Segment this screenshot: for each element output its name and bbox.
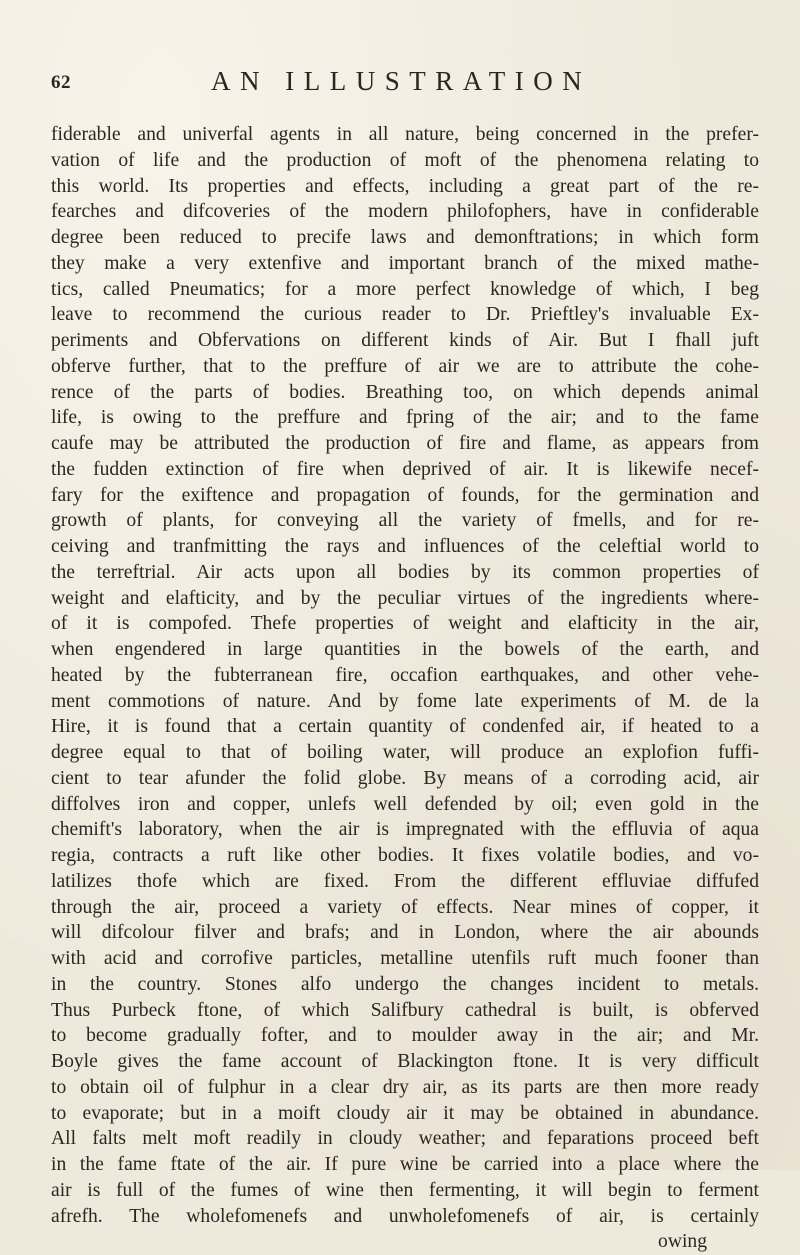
text-line: vation of life and the production of moft of the phenomena relating to: [51, 149, 759, 171]
text-line: latilizes thofe which are fixed. From the different effluviae diffufed: [51, 870, 759, 892]
text-line: ment commotions of nature. And by fome late experiments of M. de la: [51, 690, 759, 712]
text-line: rence of the parts of bodies. Breathing too, on which depends animal: [51, 381, 759, 403]
text-line: Boyle gives the fame account of Blackington ftone. It is very difficult: [51, 1051, 759, 1072]
text-line: weight and elafticity, and by the peculiar virtues of the ingredients where-: [51, 587, 759, 609]
text-line: ceiving and tranfmitting the rays and influences of the celeftial world to: [51, 536, 759, 557]
text-line: life, is owing to the preffure and fpring of the air; and to the fame: [51, 407, 759, 429]
text-line: growth of plants, for conveying all the variety of fmells, and for re-: [51, 510, 759, 532]
text-line: leave to recommend the curious reader to Dr. Prieftley's invaluable Ex-: [51, 304, 759, 326]
text-line: Hire, it is found that a certain quantity of condenfed air, if heated to a: [51, 716, 759, 738]
body-text: [51, 122, 759, 1255]
text-line: with acid and corrofive particles, metalline utenfils ruft much fooner than: [51, 948, 759, 969]
text-line: heated by the fubterranean fire, occafion earthquakes, and other vehe-: [51, 664, 759, 686]
text-line: afrefh. The wholefomenefs and unwholefomenefs of air, is certainly: [51, 1205, 759, 1227]
text-line: regia, contracts a ruft like other bodies. It fixes volatile bodies, and vo-: [51, 845, 759, 866]
text-line: caufe may be attributed the production of fire and flame, as appears from: [51, 433, 759, 454]
text-line: chemift's laboratory, when the air is impregnated with the effluvia of aqua: [51, 819, 759, 841]
text-line: degree been reduced to precife laws and demonftrations; in which form: [51, 227, 759, 248]
text-line: All falts melt moft readily in cloudy weather; and feparations proceed beft: [51, 1128, 759, 1150]
text-line: this world. Its properties and effects, including a great part of the re-: [51, 175, 759, 197]
running-head: AN ILLUSTRATION: [211, 66, 592, 96]
text-line: when engendered in large quantities in the bowels of the earth, and: [51, 639, 759, 660]
page-number: 62: [51, 72, 71, 93]
page-header: [51, 66, 756, 106]
text-line: will difcolour filver and brafs; and in London, where the air abounds: [51, 922, 759, 944]
text-line: to obtain oil of fulphur in a clear dry air, as its parts are then more ready: [51, 1076, 759, 1098]
text-line: obferve further, that to the preffure of air we are to attribute the cohe-: [51, 355, 759, 377]
text-line: fearches and difcoveries of the modern philofophers, have in confiderable: [51, 201, 759, 223]
text-line: Thus Purbeck ftone, of which Salifbury cathedral is built, is obferved: [51, 999, 759, 1021]
text-line: fary for the exiftence and propagation of founds, for the germination and: [51, 484, 759, 506]
text-line: tics, called Pneumatics; for a more perfect knowledge of which, I beg: [51, 278, 759, 300]
text-line: the terreftrial. Air acts upon all bodies by its common properties of: [51, 561, 759, 583]
text-line: in the country. Stones alfo undergo the changes incident to metals.: [51, 973, 759, 995]
text-line: in the fame ftate of the air. If pure wine be carried into a place where the: [51, 1154, 759, 1175]
text-line: they make a very extenfive and important branch of the mixed mathe-: [51, 252, 759, 274]
text-line: the fudden extinction of fire when deprived of air. It is likewife necef-: [51, 458, 759, 480]
text-line: periments and Obfervations on different kinds of Air. But I fhall juft: [51, 330, 759, 351]
text-line: of it is compofed. Thefe properties of weight and elafticity in the air,: [51, 613, 759, 635]
text-line: degree equal to that of boiling water, will produce an explofion fuffi-: [51, 742, 759, 763]
text-line: air is full of the fumes of wine then fermenting, it will begin to ferment: [51, 1179, 759, 1201]
text-line: through the air, proceed a variety of effects. Near mines of copper, it: [51, 896, 759, 918]
text-line: cient to tear afunder the folid globe. By means of a corroding acid, air: [51, 767, 759, 789]
catchword: owing: [658, 1231, 707, 1253]
text-line: to become gradually fofter, and to moulder away in the air; and Mr.: [51, 1025, 759, 1047]
text-line: fiderable and univerfal agents in all nature, being concerned in the prefer-: [51, 124, 759, 145]
text-line: to evaporate; but in a moift cloudy air it may be obtained in abundance.: [51, 1102, 759, 1124]
text-line: diffolves iron and copper, unlefs well defended by oil; even gold in the: [51, 793, 759, 815]
